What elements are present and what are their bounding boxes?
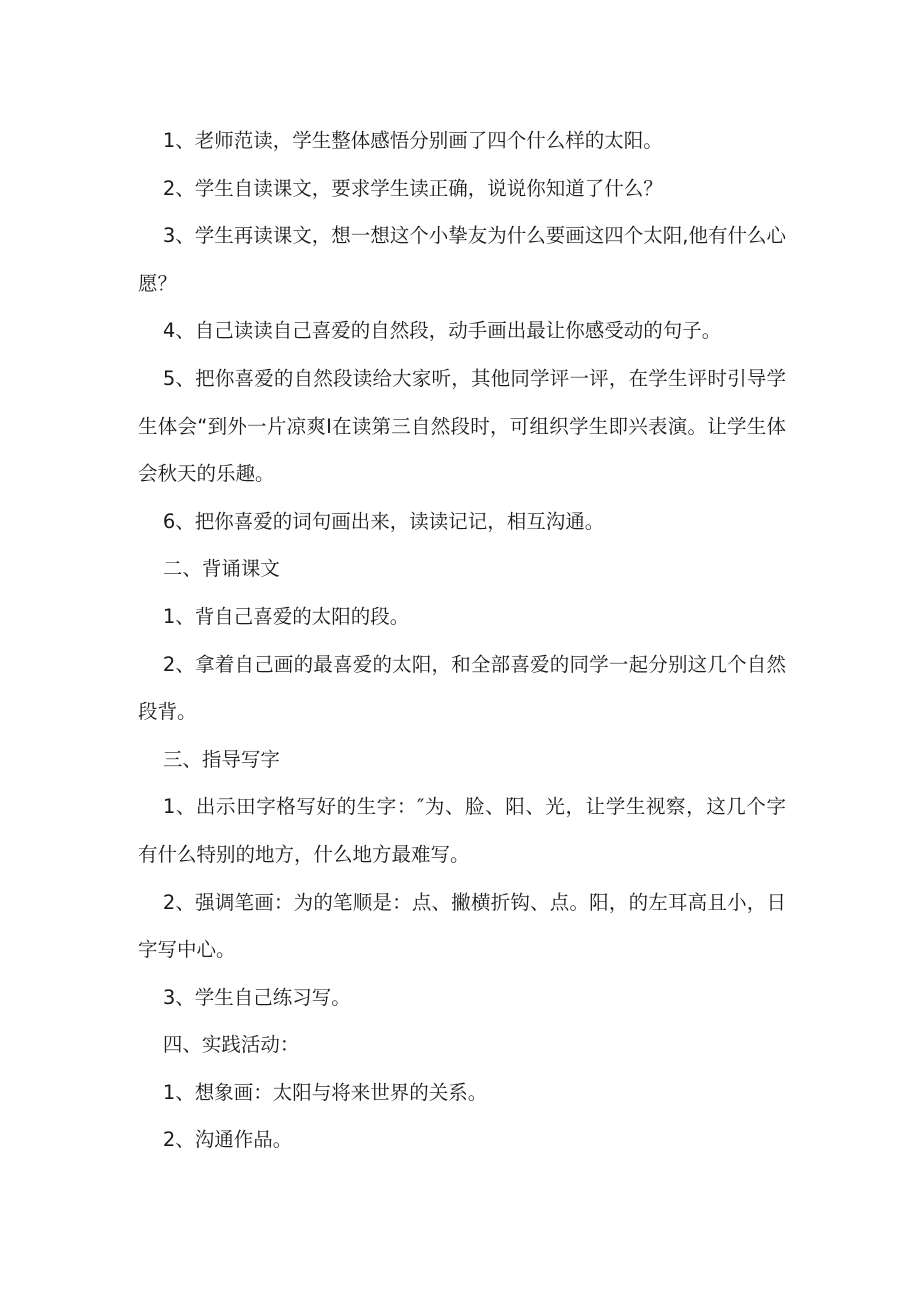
paragraph-practice-2: 2、沟通作品。 (162, 1128, 293, 1152)
section-heading-practice: 四、实践活动： (162, 1033, 300, 1057)
paragraph-practice-1: 1、想象画：太阳与将来世界的关系。 (162, 1080, 488, 1104)
paragraph-step-6-words-sentences: 6、把你喜爱的词句画出来，读读记记，相互沟通。 (162, 509, 605, 533)
paragraph-writing-1: 1、出示田字格写好的生字：″为、脸、阳、光，让学生视察，这几个字有什么特别的地方，什么地方最难写。 (138, 795, 786, 866)
paragraph-step-5-read-aloud: 5、把你喜爱的自然段读给大家听，其他同学评一评，在学生评时引导学生体会“到外一片凉爽I在读第三自然段时，可组织学生即兴表演。让学生体会秋天的乐趣。 (138, 366, 786, 486)
paragraph-step-2-self-reading: 2、学生自读课文，要求学生读正确，说说你知道了什么？ (162, 176, 663, 200)
paragraph-writing-3: 3、学生自己练习写。 (162, 985, 351, 1009)
paragraph-step-4-favorite-section: 4、自己读读自己喜爱的自然段，动手画出最让你感受动的句子。 (162, 319, 722, 343)
paragraph-step-3-reread: 3、学生再读课文，想一想这个小挚友为什么要画这四个太阳,他有什么心愿？ (138, 224, 786, 295)
paragraph-writing-2: 2、强调笔画：为的笔顺是：点、撇横折钩、点。阳，的左耳高且小，日字写中心。 (138, 890, 786, 962)
paragraph-recite-1: 1、背自己喜爱的太阳的段。 (162, 604, 410, 628)
document-body (138, 117, 786, 1164)
paragraph-step-1-teacher-reading: 1、老师范读，学生整体感悟分别画了四个什么样的太阳。 (162, 129, 663, 152)
section-heading-recite: 二、背诵课文 (162, 557, 280, 581)
section-heading-writing: 三、指导写字 (162, 747, 280, 771)
paragraph-recite-2: 2、拿着自己画的最喜爱的太阳，和全部喜爱的同学一起分别这几个自然段背。 (138, 652, 786, 724)
